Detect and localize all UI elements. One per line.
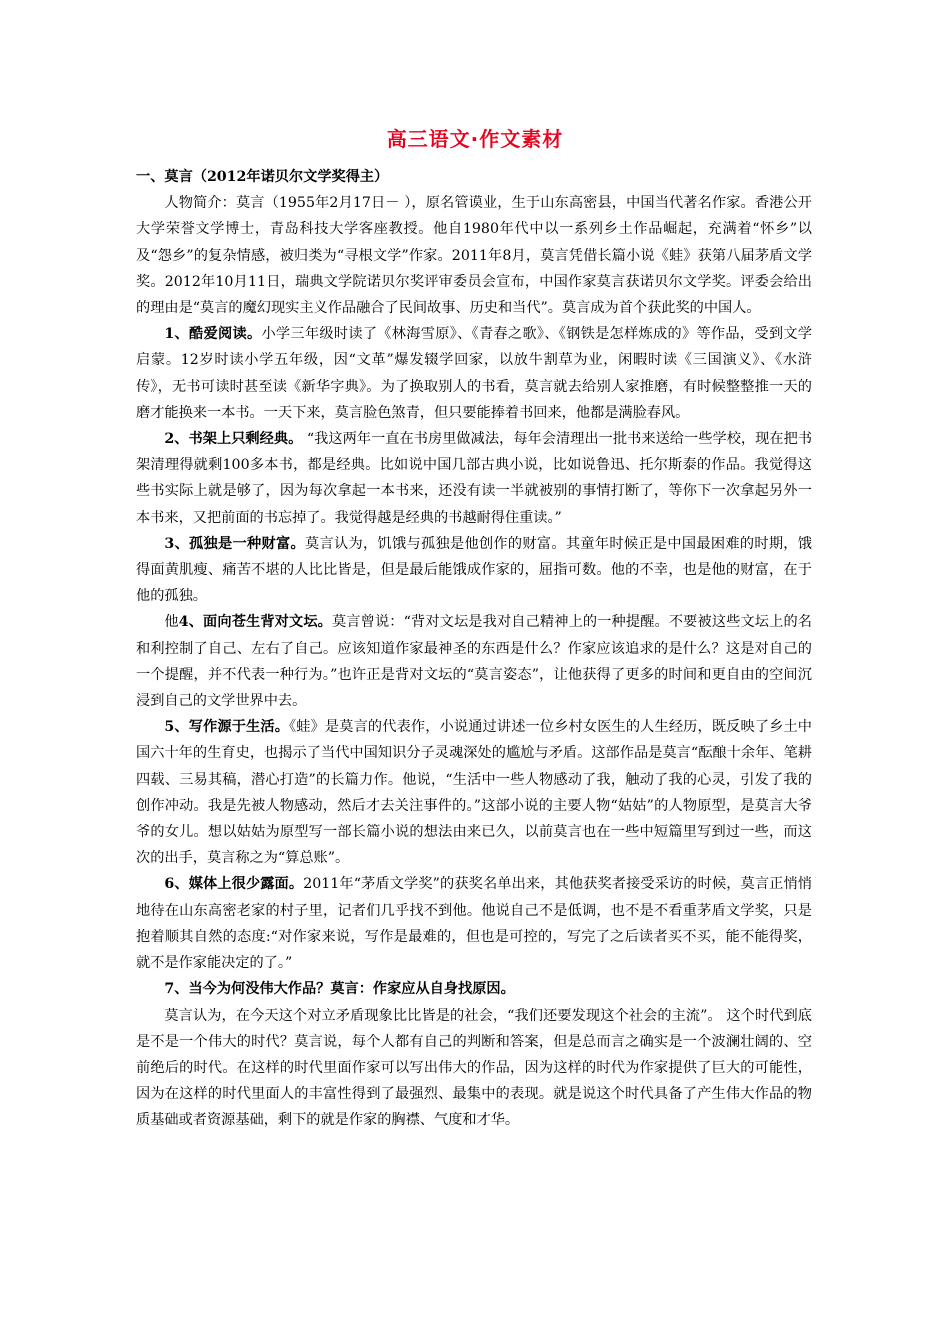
document-body — [136, 164, 812, 1134]
item-lead: 3、孤独是一种财富。 — [164, 535, 306, 552]
item-text: “我这两年一直在书房里做减法，每年会清理出一批书来送给一些学校，现在把书架清理得就剩100多本书，都是经典。比如说中国几部古典小说，比如说鲁迅、托尔斯泰的作品。我觉得这些书实际上就是够了，因为每次拿起一本书来，还没有读一半就被别的事情打断了，等你下一次拿起另外一本书来，又把前面的书忘掉了。我觉得越是经典的书越耐得住重读。” — [136, 431, 813, 526]
item-paragraph-7 — [136, 976, 812, 1002]
item-lead: 1、酷爱阅读。 — [164, 326, 262, 343]
closing-paragraph: 莫言认为，在今天这个对立矛盾现象比比皆是的社会，“我们还要发现这个社会的主流”。 这个时代到底是不是一个伟大的时代？莫言说，每个人都有自己的判断和答案，但是总而言之确实是一个波澜壮阔的、空前绝后的时代。在这样的时代里面作家可以写出伟大的作品，因为这样的时代为作家提供了巨大的可能性，因为在这样的时代里面人的丰富性得到了最强烈、最集中的表现。就是说这个时代具备了产生伟大作品的物质基础或者资源基础，剩下的就是作家的胸襟、气度和才华。 — [136, 1007, 812, 1129]
item-lead: 2、书架上只剩经典。 — [164, 431, 303, 448]
item-text: 2011年“茅盾文学奖”的获奖名单出来，其他获奖者接受采访的时候，莫言正悄悄地待在山东高密老家的村子里，记者们几乎找不到他。他说自己不是低调，也不是不看重茅盾文学奖，只是抱着顺其自然的态度:“对作家来说，写作是最难的，但也是可控的，写完了之后读者买不买，能不能得奖，就不是作家能决定的了。” — [136, 876, 812, 972]
item-text: 小学三年级时读了《林海雪原》、《青春之歌》、《钢铁是怎样炼成的》等作品，受到文学启蒙。12岁时读小学五年级，因“文革”爆发辍学回家，以放牛割草为业，闲暇时读《三国演义》、《水浒传》，无书可读时甚至读《新华字典》。为了换取别人的书看，莫言就去给别人家推磨，有时候整整推一天的磨才能换来一本书。一天下来，莫言脸色煞青，但只要能捧着书回来，他都是满脸春风。 — [136, 326, 813, 421]
item-prefix: 他 — [164, 614, 179, 631]
item-lead: 7、当今为何没伟大作品？莫言：作家应从自身找原因。 — [164, 981, 515, 998]
section-heading: 一、莫言（2012年诺贝尔文学奖得主） — [136, 169, 389, 185]
item-paragraph-6 — [136, 871, 812, 976]
item-lead: 5、写作源于生活。 — [164, 719, 290, 736]
item-paragraph-5 — [136, 714, 812, 871]
item-text: 莫言曾说：“背对文坛是我对自己精神上的一种提醒。不要被这些文坛上的名和利控制了自己、左右了自己。应该知道作家最神圣的东西是什么？作家应该追求的是什么？这是对自己的一个提醒，并不代表一种行为。”也许正是背对文坛的“莫言姿态”，让他获得了更多的时间和更自由的空间沉浸到自己的文学世界中去。 — [136, 614, 812, 710]
item-lead: 4、面向苍生背对文坛。 — [178, 614, 332, 631]
item-lead: 6、媒体上很少露面。 — [164, 876, 304, 893]
item-paragraph-1 — [136, 321, 812, 426]
item-paragraph-4 — [136, 609, 812, 714]
item-text: 《蛙》是莫言的代表作，小说通过讲述一位乡村女医生的人生经历，既反映了乡土中国六十年的生育史，也揭示了当代中国知识分子灵魂深处的尴尬与矛盾。这部作品是莫言“酝酿十余年、笔耕四载、三易其稿，潜心打造”的长篇力作。他说，“生活中一些人物感动了我，触动了我的心灵，引发了我的创作冲动。我是先被人物感动，然后才去关注事件的。”这部小说的主要人物“姑姑”的人物原型，是莫言大爷爷的女儿。想以姑姑为原型写一部长篇小说的想法由来已久，以前莫言也在一些中短篇里写到过一些，而这次的出手，莫言称之为“算总账”。 — [136, 719, 812, 867]
intro-paragraph: 人物简介：莫言（1955年2月17日－ ），原名管谟业，生于山东高密县，中国当代著名作家。香港公开大学荣誉文学博士，青岛科技大学客座教授。他自1980年代中以一系列乡土作品崛起，充满着“怀乡”以及“怨乡”的复杂情感，被归类为“寻根文学”作家。2011年8月，莫言凭借长篇小说《蛙》获第八届茅盾文学奖。2012年10月11日，瑞典文学院诺贝尔奖评审委员会宣布，中国作家莫言获诺贝尔文学奖。评委会给出的理由是“莫言的魔幻现实主义作品融合了民间故事、历史和当代”。莫言成为首个获此奖的中国人。 — [136, 195, 812, 317]
item-text: 莫言认为，饥饿与孤独是他创作的财富。其童年时候正是中国最困难的时期，饿得面黄肌瘦、痛苦不堪的人比比皆是，但是最后能饿成作家的，屈指可数。他的不幸，也是他的财富，在于他的孤独。 — [136, 535, 812, 605]
document-title: 高三语文·作文素材 — [386, 127, 564, 151]
item-paragraph-2 — [136, 426, 812, 531]
item-paragraph-3 — [136, 531, 812, 610]
